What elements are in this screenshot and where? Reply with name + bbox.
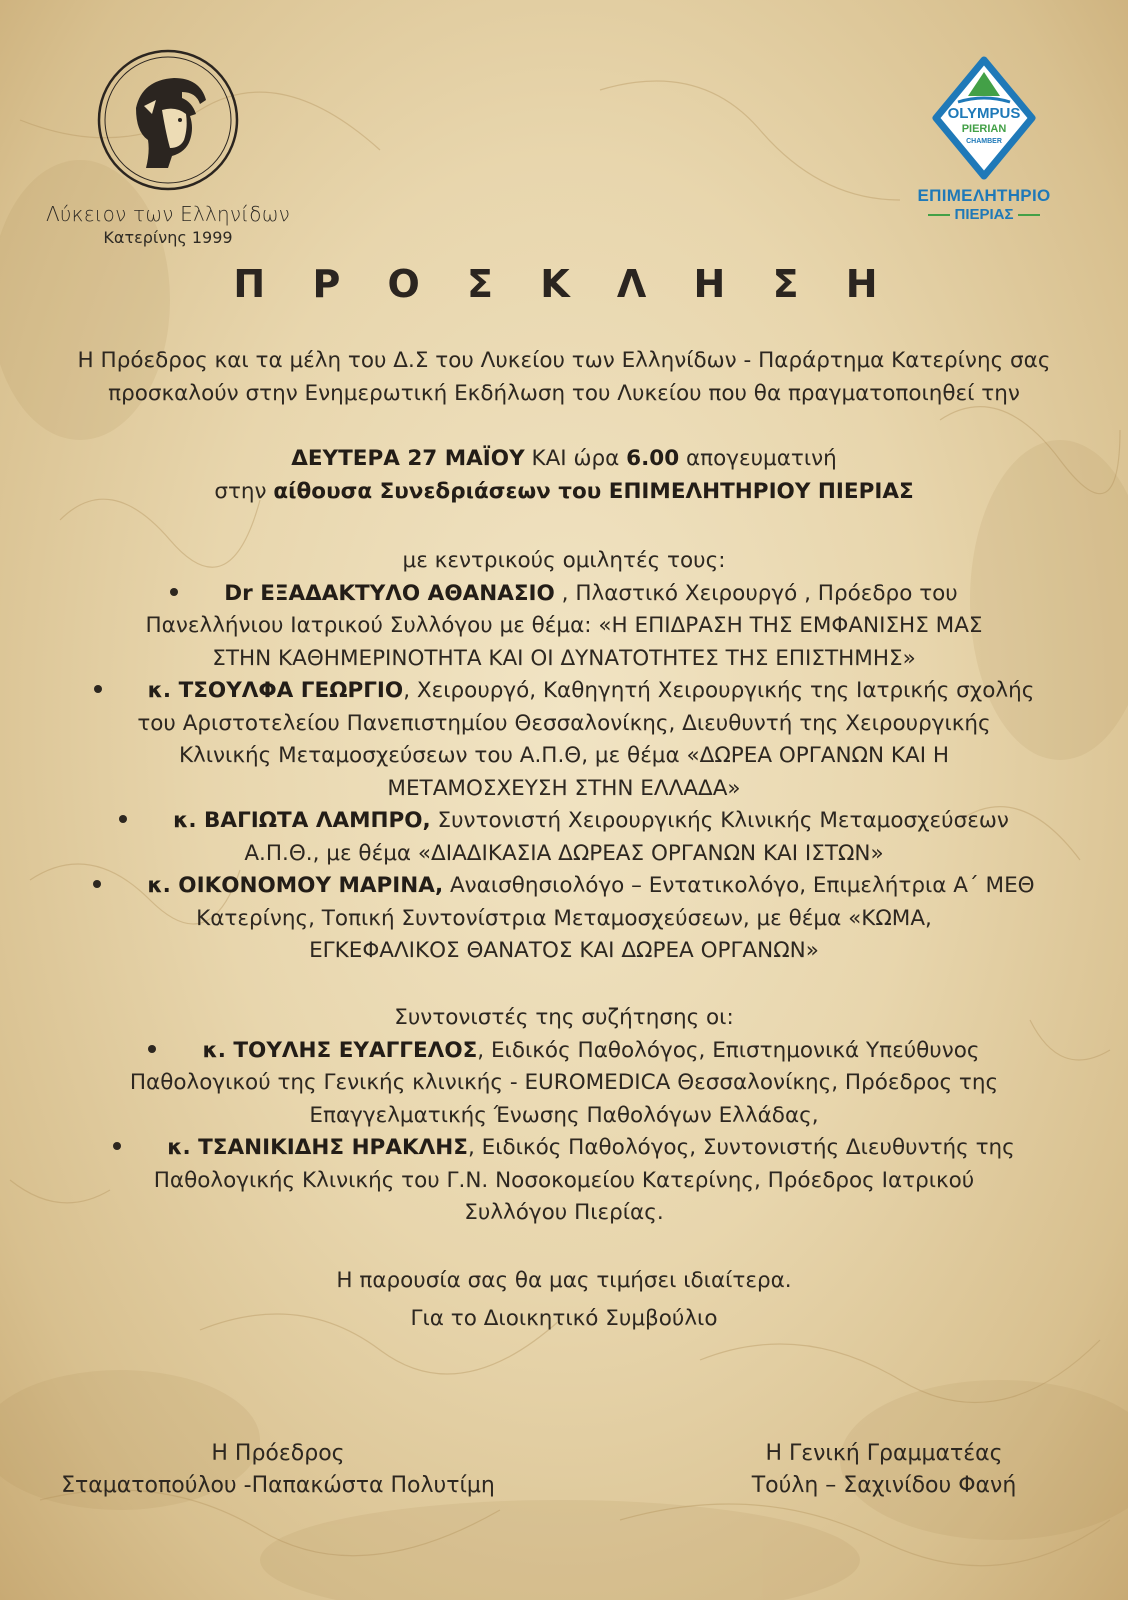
speaker-2-name: κ. ΤΣΟΥΛΦΑ ΓΕΩΡΓΙΟ xyxy=(147,678,404,703)
speaker-2-line-1 xyxy=(40,675,1088,708)
speaker-4-line-3: ΕΓΚΕΦΑΛΙΚΟΣ ΘΑΝΑΤΟΣ ΚΑΙ ΔΩΡΕΑ ΟΡΓΑΝΩΝ» xyxy=(309,938,819,963)
closing-line-1: Η παρουσία σας θα μας τιμήσει ιδιαίτερα. xyxy=(336,1268,792,1293)
secretary-name: Τούλη – Σαχινίδου Φανή xyxy=(751,1473,1017,1498)
event-time: 6.00 xyxy=(626,446,680,471)
venue-name: αίθουσα Συνεδριάσεων του ΕΠΙΜΕΛΗΤΗΡΙΟΥ ΠΙΕΡΙΑΣ xyxy=(273,478,914,504)
lyceum-logo xyxy=(28,48,308,247)
event-date-line xyxy=(40,443,1088,476)
coordinator-1-role: , Ειδικός Παθολόγος, Επιστημονικά Υπεύθυνος xyxy=(477,1037,980,1063)
chamber-left-bar xyxy=(928,214,950,216)
badge-line1: OLYMPUS xyxy=(947,105,1021,122)
closing-section xyxy=(40,1262,1088,1338)
speaker-3-line-1 xyxy=(40,805,1088,838)
event-and-time: ΚΑΙ ώρα xyxy=(524,446,627,471)
coordinator-2-name: κ. ΤΣΑΝΙΚΙΔΗΣ ΗΡΑΚΛΗΣ xyxy=(167,1135,468,1160)
closing-line-2: Για το Διοικητικό Συμβούλιο xyxy=(410,1306,718,1331)
speakers-section xyxy=(40,545,1088,968)
speaker-2-line-4: ΜΕΤΑΜΟΣΧΕΥΣΗ ΣΤΗΝ ΕΛΛΑΔΑ» xyxy=(387,775,741,801)
chamber-logo xyxy=(898,56,1070,223)
speaker-3-line-2: Α.Π.Θ., με θέμα «ΔΙΑΔΙΚΑΣΙΑ ΔΩΡΕΑΣ ΟΡΓΑΝΩΝ ΚΑΙ ΙΣΤΩΝ» xyxy=(244,840,884,866)
coordinator-2-role: , Ειδικός Παθολόγος, Συντονιστής Διευθυντής της xyxy=(467,1135,1015,1160)
badge-line2: PIERIAN xyxy=(961,123,1007,135)
intro-line-2: προσκαλούν στην Ενημερωτική Εκδήλωση του Λυκείου που θα πραγματοποιηθεί την xyxy=(108,380,1020,406)
coordinator-1-line-1 xyxy=(40,1035,1088,1068)
bullet-icon xyxy=(148,1045,156,1053)
coordinator-2-line-1 xyxy=(40,1132,1088,1165)
intro-line-1: Η Πρόεδρος και τα μέλη του Δ.Σ του Λυκείου των Ελληνίδων - Παράρτημα Κατερίνης σας xyxy=(77,348,1051,373)
olympus-pierian-chamber-badge-icon xyxy=(928,56,1040,180)
coordinator-1-line-3: Επαγγελματικής Ένωσης Παθολόγων Ελλάδας, xyxy=(309,1102,819,1128)
lyceum-emblem-icon xyxy=(96,48,240,192)
speaker-2-line-3: Κλινικής Μεταμοσχεύσεων του Α.Π.Θ, με θέμα «ΔΩΡΕΑ ΟΡΓΑΝΩΝ ΚΑΙ Η xyxy=(178,743,950,768)
speaker-4-line-1 xyxy=(40,870,1088,903)
coordinator-1-name: κ. ΤΟΥΛΗΣ ΕΥΑΓΓΕΛΟΣ xyxy=(202,1037,478,1063)
speakers-heading: με κεντρικούς ομιλητές τους: xyxy=(402,548,726,573)
badge-line3: CHAMBER xyxy=(966,138,1002,145)
chamber-right-bar xyxy=(1018,214,1040,216)
speaker-2-line-2: του Αριστοτελείου Πανεπιστημίου Θεσσαλονίκης, Διευθυντή της Χειρουργικής xyxy=(137,710,991,736)
speaker-1-name: Dr ΕΞΑΔΑΚΤΥΛΟ ΑΘΑΝΑΣΙΟ xyxy=(224,580,555,606)
coordinators-section xyxy=(40,1002,1088,1230)
president-role: Η Πρόεδρος xyxy=(211,1441,345,1466)
event-day: ΔΕΥΤΕΡΑ 27 ΜΑΪΟΥ xyxy=(291,446,525,471)
chamber-name: ΕΠΙΜΕΛΗΤΗΡΙΟ xyxy=(917,186,1051,205)
president-name: Σταματοπούλου -Παπακώστα Πολυτίμη xyxy=(61,1473,495,1498)
event-after-time: απογευματινή xyxy=(679,446,837,471)
venue-prefix: στην xyxy=(214,478,274,504)
bullet-icon xyxy=(170,588,178,596)
event-venue-line xyxy=(40,476,1088,509)
speaker-4-name: κ. ΟΙΚΟΝΟΜΟΥ ΜΑΡΙΝΑ, xyxy=(147,873,444,898)
speaker-1-line-2: Πανελλήνιου Ιατρικού Συλλόγου με θέμα: «Η ΕΠΙΔΡΑΣΗ ΤΗΣ ΕΜΦΑΝΙΣΗΣ ΜΑΣ xyxy=(145,613,983,638)
signature-president xyxy=(48,1438,508,1502)
speaker-3-name: κ. ΒΑΓΙΩΤΑ ΛΑΜΠΡΟ, xyxy=(173,808,431,833)
coordinator-2-line-2: Παθολογικής Κλινικής του Γ.Ν. Νοσοκομείου Κατερίνης, Πρόεδρος Ιατρικού xyxy=(153,1167,975,1193)
lyceum-subtitle: Κατερίνης 1999 xyxy=(103,228,233,247)
speaker-2-role: , Χειρουργό, Καθηγητή Χειρουργικής της Ιατρικής σχολής xyxy=(403,678,1035,703)
bullet-icon xyxy=(93,880,101,888)
bullet-icon xyxy=(119,815,127,823)
chamber-sub-label: ΠΙΕΡΙΑΣ xyxy=(954,206,1014,223)
bullet-icon xyxy=(94,685,102,693)
page-title: Π Ρ Ο Σ Κ Λ Η Σ Η xyxy=(233,262,895,306)
chamber-subname xyxy=(898,206,1070,223)
intro-paragraph xyxy=(40,345,1088,410)
coordinator-2-line-3: Συλλόγου Πιερίας. xyxy=(464,1200,664,1225)
speaker-1-role: , Πλαστικό Χειρουργό , Πρόεδρο του xyxy=(554,580,958,606)
speaker-4-role: Αναισθησιολόγο – Εντατικολόγο, Επιμελήτρια Α΄ ΜΕΘ xyxy=(443,873,1035,898)
lyceum-name: Λύκειον των Ελληνίδων xyxy=(45,202,291,226)
signature-secretary xyxy=(734,1438,1034,1502)
speaker-1-line-3: ΣΤΗΝ ΚΑΘΗΜΕΡΙΝΟΤΗΤΑ ΚΑΙ ΟΙ ΔΥΝΑΤΟΤΗΤΕΣ ΤΗΣ ΕΠΙΣΤΗΜΗΣ» xyxy=(212,645,916,671)
bullet-icon xyxy=(113,1142,121,1150)
event-details xyxy=(40,443,1088,508)
secretary-role: Η Γενική Γραμματέας xyxy=(765,1441,1003,1466)
coordinator-1-line-2: Παθολογικού της Γενικής κλινικής - EUROMEDICA Θεσσαλονίκης, Πρόεδρος της xyxy=(129,1070,999,1095)
coordinators-heading: Συντονιστές της συζήτησης οι: xyxy=(394,1005,734,1030)
speaker-1-line-1 xyxy=(40,578,1088,611)
speaker-4-line-2: Κατερίνης, Τοπική Συντονίστρια Μεταμοσχεύσεων, με θέμα «ΚΩΜΑ, xyxy=(196,905,932,931)
speaker-3-role: Συντονιστή Χειρουργικής Κλινικής Μεταμοσχεύσεων xyxy=(430,808,1009,833)
